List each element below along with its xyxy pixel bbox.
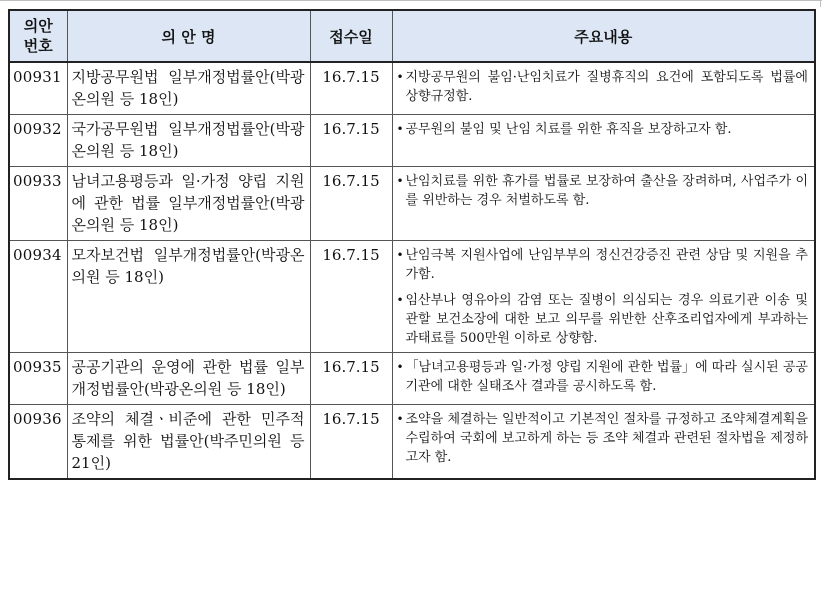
content-text: 「남녀고용평등과 일·가정 양립 지원에 관한 법률」에 따라 실시된 공공기관에 대한 실태조사 결과를 공시하도록 함. <box>405 360 808 394</box>
bill-name: 남녀고용평등과 일·가정 양립 지원에 관한 법률 일부개정법률안(박광온의원 등 18인) <box>67 167 310 241</box>
received-date: 16.7.15 <box>310 353 392 405</box>
table-row <box>9 405 815 480</box>
bill-number: 00931 <box>9 62 67 115</box>
bill-name: 공공기관의 운영에 관한 법률 일부개정법률안(박광온의원 등 18인) <box>67 353 310 405</box>
content-item <box>397 410 809 467</box>
header-row <box>9 10 815 62</box>
content-item <box>397 291 809 348</box>
table-row <box>9 115 815 167</box>
content-item <box>397 172 809 210</box>
main-content <box>392 62 815 115</box>
content-item <box>397 358 809 396</box>
bullet-icon: • <box>396 122 404 136</box>
bill-name: 국가공무원법 일부개정법률안(박광온의원 등 18인) <box>67 115 310 167</box>
main-content <box>392 167 815 241</box>
header-bill-name: 의 안 명 <box>67 10 310 62</box>
main-content <box>392 353 815 405</box>
bill-name: 지방공무원법 일부개정법률안(박광온의원 등 18인) <box>67 62 310 115</box>
content-item <box>397 68 809 106</box>
header-bill-number-line1: 의안 <box>23 17 53 35</box>
table-row <box>9 167 815 241</box>
received-date: 16.7.15 <box>310 115 392 167</box>
table-row <box>9 62 815 115</box>
header-bill-number-line2: 번호 <box>23 37 53 55</box>
bullet-icon: • <box>396 174 404 188</box>
received-date: 16.7.15 <box>310 167 392 241</box>
bill-name: 모자보건법 일부개정법률안(박광온의원 등 18인) <box>67 241 310 353</box>
table-row <box>9 241 815 353</box>
table-row <box>9 353 815 405</box>
bill-number: 00933 <box>9 167 67 241</box>
bill-number: 00932 <box>9 115 67 167</box>
bullet-icon: • <box>396 360 404 374</box>
bill-number: 00934 <box>9 241 67 353</box>
bill-name: 조약의 체결ㆍ비준에 관한 민주적 통제를 위한 법률안(박주민의원 등 21인) <box>67 405 310 480</box>
bullet-icon: • <box>396 293 404 307</box>
content-text: 공무원의 불임 및 난임 치료를 위한 휴직을 보장하고자 함. <box>405 122 732 137</box>
main-content <box>392 115 815 167</box>
content-text: 지방공무원의 불임·난임치료가 질병휴직의 요건에 포함되도록 법률에 상향규정함. <box>405 70 808 104</box>
header-content: 주요내용 <box>392 10 815 62</box>
header-date: 접수일 <box>310 10 392 62</box>
bill-number: 00936 <box>9 405 67 480</box>
bullet-icon: • <box>396 412 404 426</box>
top-rule <box>0 0 822 1</box>
received-date: 16.7.15 <box>310 62 392 115</box>
main-content <box>392 405 815 480</box>
content-text: 난임치료를 위한 휴가를 법률로 보장하여 출산을 장려하며, 사업주가 이를 위반하는 경우 처벌하도록 함. <box>405 174 808 208</box>
table-body <box>9 62 815 479</box>
content-item <box>397 120 809 139</box>
received-date: 16.7.15 <box>310 241 392 353</box>
content-text: 임산부나 영유아의 감염 또는 질병이 의심되는 경우 의료기관 이송 및 관할 보건소장에 대한 보고 의무를 위반한 산후조리업자에게 부과하는 과태료를 500만원 이하로 상향함. <box>405 293 808 346</box>
content-text: 난임극복 지원사업에 난임부부의 정신건강증진 관련 상담 및 지원을 추가함. <box>405 248 808 282</box>
bill-number: 00935 <box>9 353 67 405</box>
received-date: 16.7.15 <box>310 405 392 480</box>
header-bill-number <box>9 10 67 62</box>
corner-mark <box>820 0 821 7</box>
content-item <box>397 246 809 284</box>
bullet-icon: • <box>396 70 404 84</box>
content-text: 조약을 체결하는 일반적이고 기본적인 절차를 규정하고 조약체결계획을 수립하여 국회에 보고하게 하는 등 조약 체결과 관련된 절차법을 제정하고자 함. <box>405 412 808 465</box>
main-content <box>392 241 815 353</box>
bullet-icon: • <box>396 248 404 262</box>
bill-table <box>8 9 816 480</box>
